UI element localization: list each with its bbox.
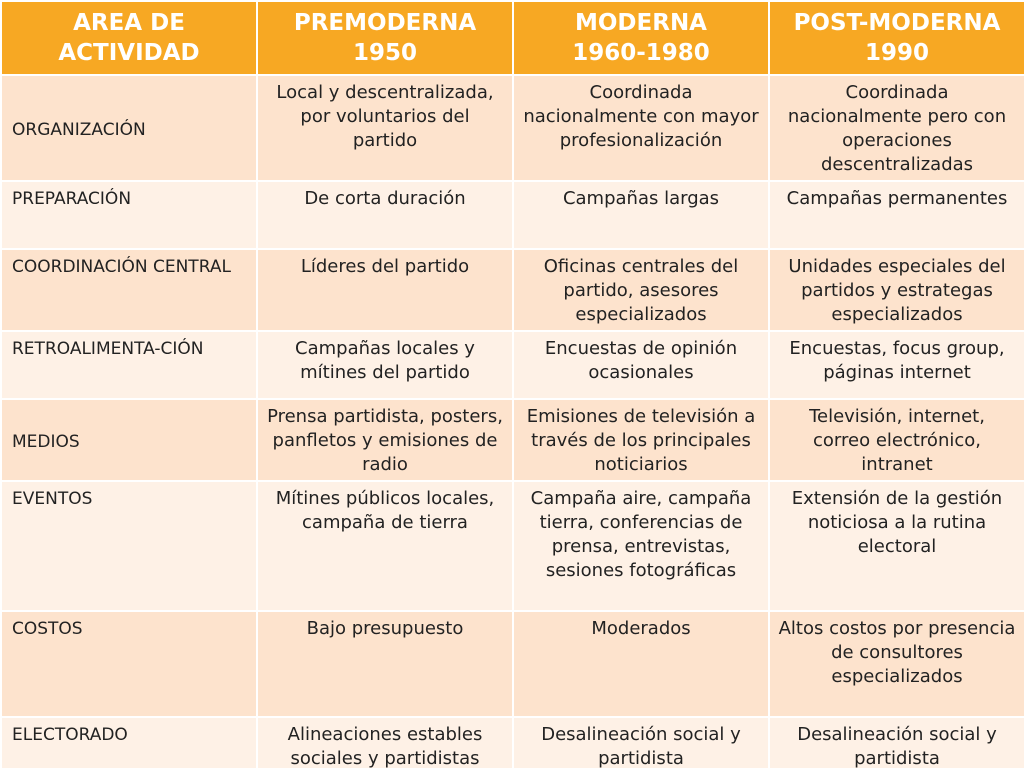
table-cell: Campañas largas: [513, 181, 769, 249]
table-cell: Prensa partidista, posters, panfletos y emisiones de radio: [257, 399, 513, 481]
table-cell: Campaña aire, campaña tierra, conferencias de prensa, entrevistas, sesiones fotográficas: [513, 481, 769, 611]
table-row: [1, 331, 1024, 399]
table-cell: Campañas permanentes: [769, 181, 1024, 249]
table-cell: Campañas locales y mítines del partido: [257, 331, 513, 399]
table-cell: Unidades especiales del partidos y estrategas especializados: [769, 249, 1024, 331]
header-area-actividad: AREA DE ACTIVIDAD: [1, 1, 257, 75]
table-cell: Coordinada nacionalmente pero con operaciones descentralizadas: [769, 75, 1024, 181]
table-row: [1, 249, 1024, 331]
table-cell: Extensión de la gestión noticiosa a la rutina electoral: [769, 481, 1024, 611]
table-cell: Encuestas, focus group, páginas internet: [769, 331, 1024, 399]
table-cell: De corta duración: [257, 181, 513, 249]
table-cell: Líderes del partido: [257, 249, 513, 331]
header-post-moderna: POST-MODERNA 1990: [769, 1, 1024, 75]
table-row: [1, 717, 1024, 768]
table-cell: Coordinada nacionalmente con mayor profesionalización: [513, 75, 769, 181]
table-cell: Bajo presupuesto: [257, 611, 513, 717]
row-label: ELECTORADO: [1, 717, 257, 768]
table-row: [1, 75, 1024, 181]
table-row: [1, 611, 1024, 717]
table-row: [1, 181, 1024, 249]
row-label: COORDINACIÓN CENTRAL: [1, 249, 257, 331]
row-label: ORGANIZACIÓN: [1, 75, 257, 181]
header-premoderna: PREMODERNA 1950: [257, 1, 513, 75]
table-cell: Emisiones de televisión a través de los principales noticiarios: [513, 399, 769, 481]
table-cell: Desalineación social y partidista: [513, 717, 769, 768]
row-label: MEDIOS: [1, 399, 257, 481]
table-cell: Televisión, internet, correo electrónico, intranet: [769, 399, 1024, 481]
table-row: [1, 481, 1024, 611]
header-moderna: MODERNA 1960-1980: [513, 1, 769, 75]
table-cell: Moderados: [513, 611, 769, 717]
row-label: RETROALIMENTA-CIÓN: [1, 331, 257, 399]
header-row: [1, 1, 1024, 75]
row-label: PREPARACIÓN: [1, 181, 257, 249]
table-cell: Mítines públicos locales, campaña de tierra: [257, 481, 513, 611]
table-cell: Oficinas centrales del partido, asesores especializados: [513, 249, 769, 331]
table-cell: Altos costos por presencia de consultores especializados: [769, 611, 1024, 717]
table-row: [1, 399, 1024, 481]
table-cell: Encuestas de opinión ocasionales: [513, 331, 769, 399]
table-cell: Desalineación social y partidista: [769, 717, 1024, 768]
row-label: EVENTOS: [1, 481, 257, 611]
table-cell: Local y descentralizada, por voluntarios del partido: [257, 75, 513, 181]
table-cell: Alineaciones estables sociales y partidistas: [257, 717, 513, 768]
row-label: COSTOS: [1, 611, 257, 717]
